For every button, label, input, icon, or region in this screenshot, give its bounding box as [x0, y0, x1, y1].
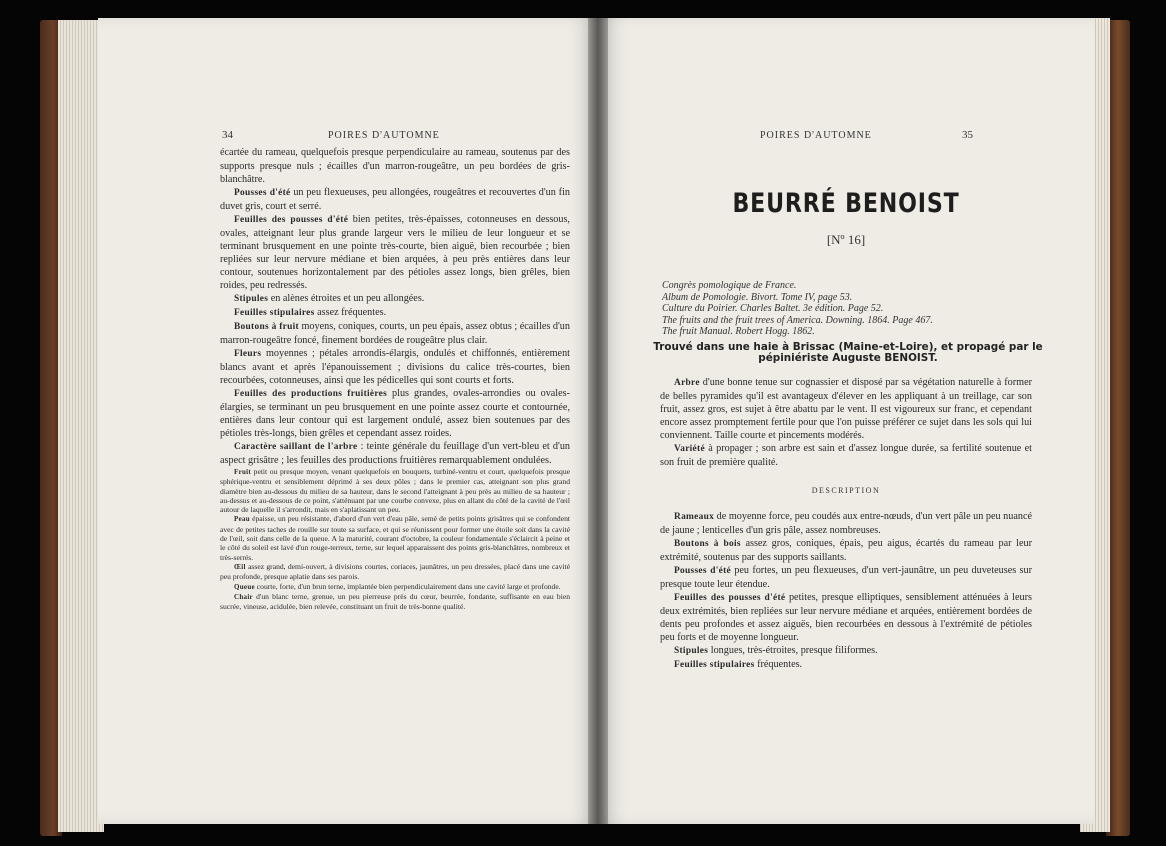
- paragraph-term: Boutons à fruit: [234, 322, 299, 332]
- right-intro-text: [660, 376, 1032, 469]
- small-paragraph: [220, 514, 570, 561]
- paragraph-text: petit ou presque moyen, venant quelquefois en bouquets, turbiné-ventru et court, quelquefois presque sphérique-ventru et sensiblement déprimé à ses deux pôles ; dans le premier cas, atteignant son plus grand diamètre bien au-dessous du milieu de sa hauteur, dans le second l'atteignant à peu près au milieu de sa hauteur ; au-dessus et au-dessous de ce point, s'atténuant par une courbe convexe, plus en allant du côté de la cavité de l'œil autour de laquelle il s'arrondit, mais en s'aplatissant un peu.: [220, 467, 570, 515]
- paragraph: [220, 213, 570, 292]
- paragraph-text: d'une bonne tenue sur cognassier et disposé par sa végétation naturelle à former de belles pyramides qu'il est avantageux d'élever en les appliquant à un treillage, car son fruit, assez gros, est sujet à être abattu par le vent. Il est vigoureux sur franc, et cependant encore assez promptement fertile pour que l'on puisse préférer ce sujet dans les sols qui lui conviennent. Taille courte et pincements modérés.: [660, 377, 1032, 441]
- paragraph-text: épaisse, un peu résistante, d'abord d'un vert d'eau pâle, semé de petits points grisâtres qui se confondent avec de petites taches de rouille sur toute sa surface, et qui se réunissent pour former une étoile soit dans la cavité de l'œil, soit dans celle de la queue. A la maturité, courant d'octobre, la couleur fondamentale s'éclaircit à peine et le côté du soleil est lavé d'un rouge-terreux, terne, sur lequel apparaissent des points gris-blanchâtres, nombreux et très-serrés.: [220, 514, 570, 562]
- pear-number: [Nº 16]: [826, 232, 866, 247]
- paragraph-text: un peu flexueuses, peu allongées, rougeâtres et recouvertes d'un fin duvet gris, court et serré.: [220, 187, 570, 212]
- paragraph-term: Chair: [234, 592, 253, 601]
- pear-title: BEURRÉ BENOIST: [732, 188, 960, 219]
- paragraph-term: Boutons à bois: [674, 539, 741, 549]
- small-paragraph: [220, 562, 570, 582]
- paragraph-term: Feuilles des productions fruitières: [234, 389, 388, 399]
- paragraph-term: Feuilles des pousses d'été: [234, 215, 349, 225]
- paragraph: [660, 644, 1032, 658]
- paragraph-term: Fleurs: [234, 349, 262, 359]
- description-text: [660, 510, 1032, 672]
- paragraph-text: fréquentes.: [754, 659, 803, 670]
- paragraph-text: peu fortes, un peu flexueuses, d'un vert-jaunâtre, un peu duveteuses sur presque toute leur étendue.: [660, 565, 1032, 590]
- paragraph-term: Feuilles des pousses d'été: [674, 593, 786, 603]
- paragraph-term: Peau: [234, 515, 250, 524]
- paragraph-text: d'un blanc terne, grenue, un peu pierreuse près du cœur, beurrée, fondante, suffisante en eau bien sucrée, vineuse, acidulée, bien relevée, constituant un fruit de très-bonne qualité.: [220, 591, 570, 612]
- paragraph-text: courte, forte, d'un brun terne, implantée bien perpendiculairement dans une cavité large et profonde.: [254, 581, 561, 591]
- paragraph-term: Queue: [234, 582, 255, 591]
- paragraph-text: bien petites, très-épaisses, cotonneuses en dessous, ovales, atteignant leur plus grande largeur vers le milieu de leur longueur et se terminant brusquement en une pointe très-courte, bien aiguë, bien recourbée ; bien repliées sur leur nervure médiane et bien arquées, à peu près entières dans leur contour, soutenues horizontalement par des pétioles assez longs, bien grêles, bien roides, peu redressés.: [220, 214, 570, 291]
- paragraph: [220, 146, 570, 186]
- paragraph-term: Arbre: [674, 378, 700, 388]
- paragraph: [220, 440, 570, 467]
- paragraph: [660, 591, 1032, 644]
- left-running-head: POIRES D'AUTOMNE: [328, 130, 440, 141]
- right-page-number: 35: [962, 129, 973, 141]
- paragraph-term: Feuilles stipulaires: [674, 660, 755, 670]
- left-body-text: [220, 146, 570, 611]
- paragraph-text: assez gros, coniques, épais, peu aigus, écartés du rameau par leur extrémité, soutenus par des supports saillants.: [660, 538, 1032, 563]
- paragraph-text: moyens, coniques, courts, un peu épais, assez obtus ; écailles d'un marron-rougeâtre foncé, finement bordées de rougeâtre plus clair.: [220, 321, 570, 346]
- paragraph-text: moyennes ; pétales arrondis-élargis, ondulés et chiffonnés, entièrement blancs avant et après l'épanouissement ; divisions du calice très-courtes, bien recourbées, cotonneuses, ainsi que les pédicelles qui sont courts et forts.: [220, 348, 570, 386]
- left-page-number: 34: [222, 129, 233, 141]
- paragraph-term: Pousses d'été: [234, 188, 291, 198]
- paragraph: [660, 658, 1032, 672]
- references-list: [662, 280, 1042, 338]
- paragraph: [220, 186, 570, 213]
- paragraph-term: Caractère saillant de l'arbre: [234, 442, 358, 452]
- paragraph-term: Feuilles stipulaires: [234, 308, 315, 318]
- reference-item: The fruit Manual. Robert Hogg. 1862.: [662, 326, 815, 337]
- paragraph: [220, 347, 570, 387]
- small-paragraph: [220, 582, 570, 592]
- right-page: [598, 18, 1094, 824]
- paragraph: [220, 387, 570, 440]
- paragraph-term: Variété: [674, 444, 705, 454]
- paragraph: [660, 442, 1032, 469]
- paragraph-text: écartée du rameau, quelquefois presque perpendiculaire au rameau, soutenus par des supports presque nuls ; écailles d'un marron-rougeâtre, un peu bordées de gris-blanchâtre.: [220, 147, 570, 185]
- reference-item: The fruits and the fruit trees of America. Downing. 1864. Page 467.: [662, 314, 933, 326]
- paragraph-term: Stipules: [674, 646, 709, 656]
- paragraph-term: Œil: [234, 562, 246, 571]
- paragraph-text: de moyenne force, peu coudés aux entre-nœuds, d'un vert pâle un peu nuancé de jaune ; lenticelles d'un gris pâle, assez nombreuses.: [660, 511, 1032, 536]
- paragraph: [660, 510, 1032, 537]
- paragraph-text: : teinte générale du feuillage d'un vert-bleu et d'un aspect grisâtre ; les feuilles des productions fruitières remarquablement ondulées.: [220, 441, 571, 466]
- small-paragraph: [220, 467, 570, 514]
- book-gutter: [588, 18, 608, 824]
- paragraph: [220, 306, 570, 320]
- paragraph: [660, 376, 1032, 442]
- description-heading: DESCRIPTION: [811, 486, 881, 495]
- reference-item: Culture du Poirier. Charles Baltet. 3e édition. Page 52.: [662, 303, 884, 314]
- paragraph-term: Fruit: [234, 468, 252, 476]
- left-page: [98, 18, 598, 824]
- origin-statement: Trouvé dans une haie à Brissac (Maine-et-Loire), et propagé par le pépiniériste Auguste BENOIST.: [653, 341, 1043, 364]
- paragraph: [220, 292, 570, 306]
- small-paragraph: [220, 592, 570, 612]
- paragraph-text: assez grand, demi-ouvert, à divisions courtes, coriaces, jaunâtres, un peu dressées, placé dans une cavité peu profonde, presque aplatie dans ses parois.: [220, 561, 570, 582]
- paragraph-text: en alènes étroites et un peu allongées.: [268, 293, 425, 304]
- paragraph-text: plus grandes, ovales-arrondies ou ovales-élargies, se terminant un peu brusquement en une pointe assez courte et contournée, entières dans leur contour qui est largement ondulé, assez bien soutenues par des pétioles très-longs, bien grêles et cependant assez roides.: [220, 388, 571, 439]
- paragraph-term: Pousses d'été: [674, 566, 731, 576]
- right-running-head: POIRES D'AUTOMNE: [760, 130, 872, 141]
- open-book: [40, 14, 1130, 840]
- paragraph-text: assez fréquentes.: [314, 307, 387, 318]
- paragraph: [660, 564, 1032, 591]
- reference-item: Congrès pomologique de France.: [662, 280, 797, 291]
- paragraph-text: longues, très-étroites, presque filiformes.: [708, 645, 878, 656]
- reference-item: Album de Pomologie. Bivort. Tome IV, page 53.: [662, 291, 853, 303]
- paragraph-term: Rameaux: [674, 512, 715, 522]
- paragraph-text: à propager ; son arbre est sain et d'assez longue durée, sa fertilité soutenue et son fruit de première qualité.: [660, 443, 1032, 468]
- paragraph: [220, 320, 570, 347]
- paragraph: [660, 537, 1032, 564]
- paragraph-text: petites, presque elliptiques, sensiblement atténuées à leurs deux extrémités, bien repliées sur leur nervure médiane et arquées, entièrement bordées de dents peu profondes et assez aiguës, bien recourbées en dessous à l'extrémité de pétioles peu forts et de moyenne longueur.: [660, 592, 1032, 643]
- paragraph-term: Stipules: [234, 294, 269, 304]
